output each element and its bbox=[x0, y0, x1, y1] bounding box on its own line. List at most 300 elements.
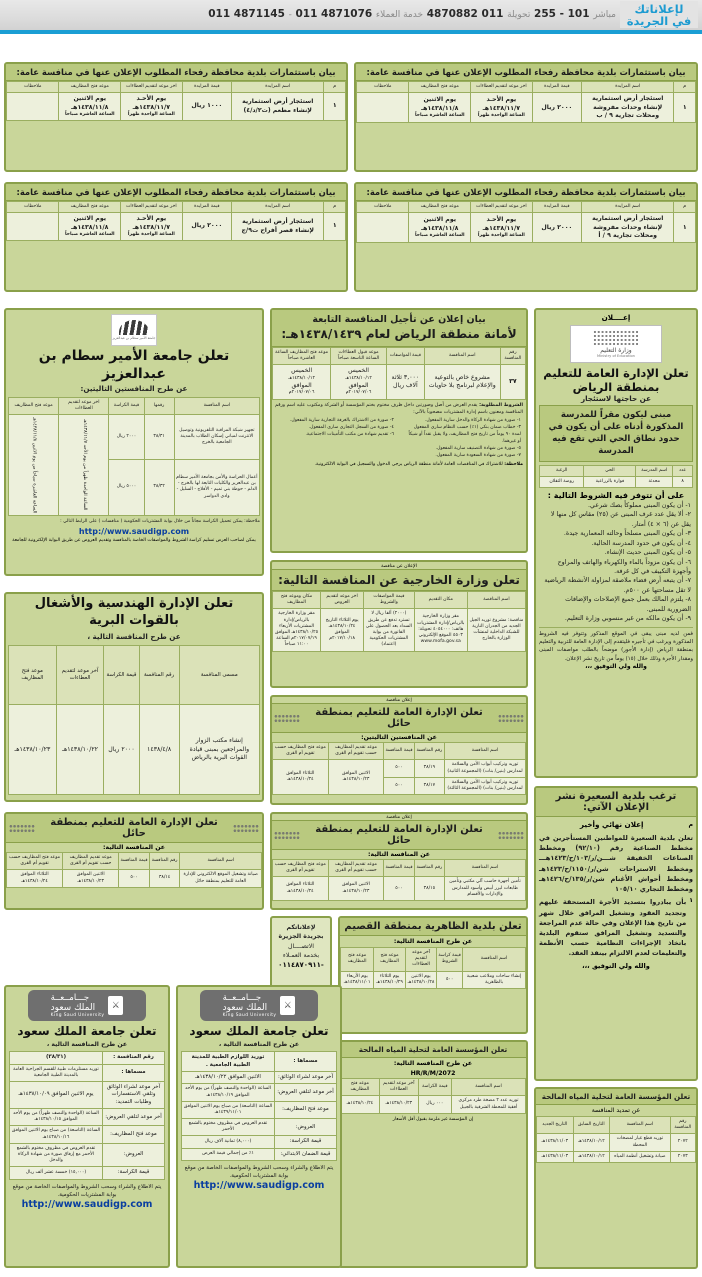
table-row bbox=[273, 365, 526, 399]
contact-line-3: الاتصــــال bbox=[288, 942, 314, 950]
col-name: اسم المنافسة bbox=[452, 1079, 526, 1096]
contact-line-2: بجريدة الجزيرة bbox=[278, 933, 324, 941]
field-value: ١٪ من إجمالي قيمة العرض bbox=[182, 1148, 275, 1160]
cell-c3: يوم الأربعاء ١٤٣٨/١١/٠١هـ bbox=[341, 971, 374, 988]
opening-time: الساعة العاشرة صباحاً bbox=[414, 232, 465, 238]
mofa-kicker: الإعلان عن مناقصة bbox=[381, 564, 417, 569]
deadline-time: الساعة الواحدة ظهراً bbox=[477, 112, 525, 118]
water-corporation-right-panel bbox=[534, 1087, 698, 1269]
deadline-date: ١٤٣٨/١١/٧هـ bbox=[482, 104, 521, 112]
ksu-logo-ar2: الملك سعود bbox=[50, 1003, 96, 1013]
ksu-logo-ar1: جـــامــعــة bbox=[50, 993, 90, 1003]
amana-remark-text: للاشتراك في المناقصات العامة لأمانة منطقة الرياض يرجى الدخول والتسجيل في البوابة الالكترونية. bbox=[314, 461, 503, 467]
col-no: م bbox=[324, 82, 346, 93]
hail2-subtitle: عن المنافسة التالية: bbox=[367, 851, 430, 858]
table-row bbox=[341, 1096, 526, 1113]
cell-value: ٢٠٠٠ ريال bbox=[532, 93, 581, 123]
col-opening: موعد فتح المظاريف bbox=[9, 646, 57, 705]
table-header-row bbox=[357, 82, 696, 93]
col-submit: موعد تقديم المظاريف حسب تقويم أم القرى bbox=[328, 860, 384, 877]
phone-fax-label: تحويلة bbox=[507, 10, 531, 20]
cell-open bbox=[7, 870, 63, 887]
col-deadline: اخر موعد لتقديم العطاءات bbox=[59, 397, 109, 414]
col-accept: موعد قبول العطاءات الساعة التاسعة صباحاً bbox=[331, 348, 387, 365]
cell-opening: ١٤٣٨/١٠/٢٤هـ bbox=[341, 1096, 380, 1113]
moe-closing: فمن لديه مبنى يبقى في الموقع المذكور وتتوفر فيه الشروط المذكورة ويرغب في تأجيره فليتقدم إلى الإدارة العامة للتربية والتعليم بمنطقة الرياض (إدارة الأجور) موضحاً بالطلب مواصفات المبنى ومقدار الأجرة وذلك خلال (١٥) يوماً من تاريخ نشر الإعلان. bbox=[539, 627, 693, 664]
col-no: رقم المنافسة bbox=[500, 348, 525, 365]
ksu-logo-ar2: الملك سعود bbox=[222, 1003, 268, 1013]
amana-title-1: بيان إعلان عن تأجيل المنافسة التابعة bbox=[312, 314, 486, 325]
cell-deadline bbox=[121, 213, 183, 241]
cell-name: توريد وتركيب أبواب الأمن والسلامة لمدارس (بنين/ بنات) (المجموعة الثالثة) bbox=[445, 777, 526, 794]
amana-conditions-intro bbox=[275, 403, 523, 417]
field-value: يوم الاثنين الموافق ١٤٣٨/١٠/٠٩هـ bbox=[10, 1082, 103, 1109]
amana-title-2: لأمانة منطقة الرياض لعام ١٤٣٨/١٤٣٩هـ: bbox=[281, 327, 517, 342]
cell-name: أعمال الحراسة والأمن بجامعة الأمير سطام بن عبدالعزيز والكليات التابعة لها بالخرج - الدلم - حوطة بني تميم - الأفلاج - السليل - وادي الدواسر bbox=[174, 459, 259, 515]
cell-price: ٠٠٠ ريال bbox=[418, 1096, 451, 1113]
condition-item: ١- أن يكون المبنى مملوكاً بصك شرعي. bbox=[587, 501, 691, 509]
col-notes: ملاحظات bbox=[7, 202, 59, 213]
moe-intro: مبنى ليكون مقراً للمدرسة المذكورة أدناه على أن يكون في حدود نطاق الحي التي تقع فيه المدرسة bbox=[539, 405, 693, 461]
cell-price: ٥٠٠ bbox=[119, 870, 150, 887]
amana-conditions-text: يقدم العرض من أصل وصورتين داخل ظرف مختوم بختم المؤسسة أو الشركة ومكتوب عليه اسم ورقم المنافسة ومعنون باسم إدارة المشتريات مصحوباً بالآتي: bbox=[275, 402, 523, 415]
table-header-row bbox=[7, 853, 262, 870]
col-opening: موعد فتح المظاريف bbox=[409, 202, 471, 213]
cell-no: ٣٧ bbox=[500, 365, 525, 399]
water-mid-ref: HR/R/M/2072 bbox=[410, 1070, 456, 1077]
col-price: قيمة المواصفات والشروط bbox=[364, 592, 415, 609]
accept-day: الخميس bbox=[348, 367, 370, 375]
col-value: قيمة المزايدة bbox=[532, 202, 581, 213]
opening-date: ١٤٣٨/١١/٨هـ bbox=[71, 103, 109, 111]
condition-item: ٢- صورة من الاشتراك بالغرفة التجارية سارية المفعول. bbox=[289, 418, 394, 424]
cell-notes bbox=[357, 213, 409, 243]
field-label: قيمة الضمان الابتدائي: bbox=[275, 1148, 337, 1160]
book-fan-icon bbox=[119, 320, 149, 335]
field-value: (٣٨/٣١) bbox=[10, 1052, 103, 1064]
ksu-left-footer-note: يتم الاطلاع والشراء وسحب الشروط والمواصفات الخاصة من موقع بوابة المشتريات الحكومية. bbox=[12, 1183, 162, 1198]
saira-signoff: والله ولي التوفيق ،،، bbox=[582, 961, 650, 970]
advertise-contact-card[interactable] bbox=[270, 916, 332, 996]
col-name: اسم المنافسة bbox=[424, 348, 500, 365]
psau-table bbox=[8, 397, 260, 517]
cell-no: ١ bbox=[324, 213, 346, 241]
open-day: الثلاثاء الموافق bbox=[20, 872, 49, 878]
cell-name: صيانة وتشغيل أنظمة المياه bbox=[610, 1151, 670, 1162]
opening-time: الساعة العاشرة صباحاً bbox=[64, 111, 115, 117]
hail-education-panel-2 bbox=[270, 812, 528, 910]
phone-service-label: خدمة العملاء bbox=[375, 10, 424, 20]
cell-new: ١٤٣٨/١١/٠٣هـ bbox=[537, 1134, 574, 1151]
qassim-municipality-panel bbox=[338, 916, 528, 1034]
col-district: الحي bbox=[584, 465, 636, 476]
psau-portal-url[interactable]: http://www.saudigp.com bbox=[78, 527, 190, 537]
col-no: رقمها bbox=[144, 397, 174, 414]
col-open: موعد فتح المظاريف حسب تقويم أم القرى bbox=[273, 860, 329, 877]
psau-logo-caption: جامعة الأمير سطام بن عبدالعزيز bbox=[112, 336, 156, 340]
cell-name: إنشاء ساحات وملاعب شعبية بالظاهرية bbox=[463, 971, 526, 988]
col-name: اسم المزايدة bbox=[581, 82, 673, 93]
table-header-row bbox=[9, 397, 260, 414]
condition-item: ١- صورة من شهادة الزكاة والدخل سارية المفعول. bbox=[424, 418, 521, 424]
col-name: اسم المنافسة bbox=[463, 948, 526, 972]
condition-item: ٥- صورة من شهادة التصنيف سارية المفعول. bbox=[435, 446, 521, 452]
hail2-kicker: إعلان مناقصة bbox=[386, 815, 412, 820]
rafha-tender-panel-1 bbox=[354, 62, 698, 172]
saira-body-1: تعلن بلدية السعيرة للمواطنين المستأجرين في مخطط الصناعية رقم (٩٢/١٠) ومخطط الصناعات الخفيفة شـــن/ر/١٠٣/ح/١٤٢٣هـــ ومخطط الاستراحات شن/ر/١١٥٠/ح/١٤٢٣هـ ومخطط أحواش الأغنام شن/ر/١٣٥/ح/١٤٢٦هـ ومخطط التجاري ١٠٥/١٠ bbox=[539, 834, 693, 894]
accept-hijri: ١٤٣٨/١٠/١٢هـ bbox=[345, 375, 372, 381]
deadline-date: ١٤٣٨/١١/٧هـ bbox=[132, 103, 171, 111]
ksu-left-table bbox=[9, 1051, 165, 1179]
col-price: قيمة الكراسة bbox=[104, 646, 139, 705]
col-no: رقم المنافسة bbox=[139, 646, 179, 705]
opening-time: الساعة العاشرة صباحاً bbox=[64, 231, 115, 237]
cell-old: ١٤٣٨/١٠/١٢هـ bbox=[573, 1151, 610, 1162]
field-value: (١٥,٠٠٠) خمسة عشر ألف ريال bbox=[10, 1167, 103, 1179]
moe-conditions-list bbox=[539, 501, 693, 624]
rafha-table-1 bbox=[356, 81, 696, 123]
cell-submit bbox=[328, 877, 384, 901]
cell-price: ٥٠٠ bbox=[437, 971, 463, 988]
col-price: قيمة المنافسة bbox=[384, 743, 414, 760]
hail1-header bbox=[272, 703, 526, 733]
rafha-table-2 bbox=[6, 81, 346, 121]
cell-open bbox=[273, 365, 331, 399]
col-note: الرغبة bbox=[540, 465, 584, 476]
water-mid-subtitle: عن طرح المنافسة التالية: bbox=[393, 1060, 473, 1067]
table-row bbox=[10, 1126, 165, 1143]
opening-day: يوم الاثنين bbox=[423, 96, 457, 104]
moe-title-line-1: تعلن الإدارة العامة للتعليم bbox=[543, 366, 689, 380]
col-notes: ملاحظات bbox=[7, 82, 59, 93]
col-opening: مكان وموعد فتح المظاريف bbox=[273, 592, 321, 609]
hail3-subtitle: عن المنافسة التالية: bbox=[102, 844, 165, 851]
moe-logo-right-icon bbox=[274, 828, 301, 843]
field-label: مسماها : bbox=[103, 1064, 165, 1081]
cell-opening: مقر وزارة الخارجية بالرياض/إدارة المشتريات الأربعاء ١٤٣٨/١٠/٢٥هـ الموافق ٢٠١٧/٠٧/١٩م الساعة ١١:٠٠ صباحاً bbox=[273, 609, 321, 651]
col-deadline: اخر موعد لتقديم العطاءات bbox=[471, 82, 533, 93]
field-label: قيمة الكراسة: bbox=[275, 1136, 337, 1148]
col-name: اسم المزايدة bbox=[231, 82, 323, 93]
cell-open bbox=[273, 877, 329, 901]
col-price: قيمة المنافسة bbox=[384, 860, 414, 877]
table-header-row bbox=[273, 860, 526, 877]
field-label: موعد فتح المظاريف: bbox=[275, 1101, 337, 1118]
col-opening: موعد فتح المظاريف bbox=[9, 397, 59, 414]
cell-note: روضة الثقلان bbox=[540, 476, 584, 487]
table-row bbox=[273, 877, 526, 901]
ksu-left-url[interactable]: http://www.saudigp.com bbox=[21, 1198, 153, 1210]
ksu-logo-left bbox=[28, 990, 146, 1021]
cell-price: ٣,٠٠٠ ثلاثة آلاف ريال bbox=[386, 365, 424, 399]
phone-fax: 101 - 255 bbox=[534, 8, 590, 20]
table-header-row bbox=[341, 1079, 526, 1096]
table-row bbox=[357, 93, 696, 123]
rafha-tender-panel-3 bbox=[354, 182, 698, 292]
amana-remark bbox=[275, 462, 523, 467]
cell-deadline: الساعة الواحدة ظهراً من يوم الأحد ١٤٣٨/١١/٧هـ bbox=[59, 415, 109, 516]
table-row bbox=[7, 870, 262, 887]
col-price: قيمة الكراسة bbox=[418, 1079, 451, 1096]
field-value: توريد اللوازم الطبية للمدينة الطبية الجامعية . bbox=[182, 1052, 275, 1072]
cell-count: ٨ bbox=[673, 476, 693, 487]
condition-item: ٨- يلتزم المالك بعمل جميع الإصلاحات والإضافات الضرورية للمبنى. bbox=[565, 596, 691, 613]
col-name: اسم المنافسة bbox=[445, 860, 526, 877]
psau-logo bbox=[111, 314, 157, 346]
engineering-subtitle: عن طرح المنافسة التالية ، bbox=[87, 631, 181, 641]
col-no: رقم المنافسة bbox=[414, 743, 444, 760]
phone-separator: - bbox=[288, 10, 292, 20]
cell-value: ٢٠٠٠ ريال bbox=[182, 213, 231, 241]
cell-price: ٥٠٠٠ ريال bbox=[109, 459, 144, 515]
open-date: ١٤٣٨/١٠/٢٤هـ bbox=[21, 878, 48, 884]
cell-no: ٢٠٧٢ bbox=[670, 1134, 695, 1151]
table-row bbox=[357, 213, 696, 243]
col-notes: ملاحظات bbox=[357, 202, 409, 213]
rafha-panel-3-title: بيان باستثمارات بلدية محافظة رفحاء المطلوب الإعلان عنها في منافسة عامة: bbox=[356, 184, 696, 201]
cell-value: ١٠٠٠ ريال bbox=[182, 93, 231, 121]
mofa-title: تعلن وزارة الخارجية عن المنافسة التالية: bbox=[272, 569, 526, 591]
cell-price: (٢٠٠٠) ألفا ريال لا تسترد تدفع عن طريق السداد بعد الحصول على الفاتورة من بوابة المشتريات الحكومية (اعتماد) bbox=[364, 609, 415, 651]
submit-day: الاثنين الموافق bbox=[342, 771, 370, 777]
water-right-subtitle: عن تمديد المنافسة bbox=[591, 1107, 641, 1114]
contact-line-1: لإعلاناتكم bbox=[286, 924, 316, 931]
moe-logo-right-icon bbox=[8, 821, 35, 836]
hail3-header bbox=[6, 814, 262, 843]
open-day: الثلاثاء الموافق bbox=[286, 771, 315, 777]
col-no: رقم المنافسة bbox=[149, 853, 180, 870]
saira-body-2: بأن يبادروا بتسديد الأجرة المستحقة عليهم وتجديد العقود وتشغيل المرافق خلال شهر من تاريخ هذا الإعلان وفي حالة عدم المراجعة والتسديد وتشغيل المرافق ستقوم البلدية باتخاذ الإجراءات النظامية حسب الأنظمة والتعليمات لعدم الالتزام بينفذ العقد. bbox=[539, 898, 687, 958]
cell-opening bbox=[59, 93, 121, 121]
contact-line-4: بخدمة العمـلاء bbox=[282, 951, 320, 959]
mofa-panel bbox=[270, 560, 528, 688]
water-right-table bbox=[536, 1116, 696, 1163]
ads-brand-logo bbox=[620, 1, 698, 28]
table-header-row bbox=[357, 202, 696, 213]
open-hijri: ١٤٣٨/١٠/١٢هـ bbox=[288, 375, 315, 381]
accept-greg: ٢٠١٧/٠٧/٠٦م bbox=[345, 390, 372, 396]
open-day: الثلاثاء الموافق bbox=[286, 882, 315, 888]
hail1-kicker: إعلان مناقصة bbox=[386, 698, 412, 703]
banner-phone-numbers bbox=[208, 8, 616, 20]
deadline-day: يوم الأحـد bbox=[486, 216, 517, 224]
cell-no: ٣٨/١٧ bbox=[414, 777, 444, 794]
brand-line-2: في الجريدة bbox=[626, 14, 692, 29]
hail-education-panel-3 bbox=[4, 812, 264, 910]
field-label: آخر موعد لشراء الوثائق وتلقي الاستفسارات وطلبات التمديد: bbox=[103, 1082, 165, 1109]
col-open: موعد فتح المظاريف الساعة العاشرة صباحاً bbox=[273, 348, 331, 365]
brand-line-1: لإعلاناتك bbox=[634, 2, 684, 16]
col-open-1: موعد فتح المظاريف bbox=[374, 948, 405, 972]
mofa-table bbox=[272, 591, 526, 652]
table-row bbox=[7, 213, 346, 241]
open-corr: الموافق bbox=[291, 382, 312, 390]
ksu-logo-en: King Saud University bbox=[222, 1013, 277, 1018]
cell-no: ١ bbox=[324, 93, 346, 121]
engineering-title: تعلن الإدارة الهندسية والأشغال بالقوات البرية bbox=[34, 596, 234, 628]
ksu-panel-right bbox=[176, 985, 342, 1268]
field-value: الساعة (الواحدة والنصف ظهراً) من يوم الأحد الموافق ١٤٣٨/١٠/١٥هـ bbox=[10, 1109, 103, 1126]
col-submit: موعد تقديم المظاريف حسب تقويم أم القرى bbox=[63, 853, 119, 870]
table-row bbox=[9, 705, 260, 795]
condition-item: ٤- صورة من السجل التجاري ساري المفعول. bbox=[308, 425, 394, 431]
col-no: م bbox=[674, 202, 696, 213]
table-header-row bbox=[540, 465, 693, 476]
col-opening: موعد فتح المظاريف bbox=[59, 202, 121, 213]
riyadh-amana-panel bbox=[270, 308, 528, 553]
col-name: اسم المنافسة bbox=[445, 743, 526, 760]
hail1-subtitle: عن المنافستين التاليتين: bbox=[361, 734, 437, 741]
col-name: اسم المنافسة bbox=[610, 1117, 670, 1134]
hail-education-panel-1 bbox=[270, 695, 528, 805]
ksu-right-table bbox=[181, 1051, 337, 1161]
cell-name: توريد قطع غيار لمضخات المحطة bbox=[610, 1134, 670, 1151]
col-value: قيمة المزايدة bbox=[182, 202, 231, 213]
cell-name: توريد عدد ٢ مضخة طرد مركزي أفقية للمحطة الشرقية بالجبيل bbox=[452, 1096, 526, 1113]
field-value: تقدم العروض في مظروف مختوم بالشمع الأحمر bbox=[182, 1119, 275, 1136]
ksu-shield-icon: ⚔ bbox=[108, 996, 123, 1015]
cell-new: ١٤٣٨/١١/٠٣هـ bbox=[537, 1151, 574, 1162]
hail1-title: تعلن الإدارة العامة للتعليم بمنطقة حائل bbox=[315, 707, 483, 729]
col-school: اسم المدرسة bbox=[636, 465, 673, 476]
table-row bbox=[182, 1052, 337, 1072]
psau-title: تعلن جامعة الأمير سطام بن عبدالعزيز bbox=[38, 348, 230, 382]
cell-name: استئجار أرض استثمارية لإنشاء مطعم (ت٢/د/٤) bbox=[231, 93, 323, 121]
phone-direct-2: 011 4871145 bbox=[208, 8, 285, 20]
water-mid-table bbox=[340, 1078, 526, 1114]
field-value: الساعة (التاسعة) من صباح يوم الاثنين الموافق ١٤٣٩/١١/٠١هـ bbox=[182, 1101, 275, 1118]
qassim-table bbox=[340, 947, 526, 989]
table-row bbox=[540, 476, 693, 487]
rafha-table-4 bbox=[6, 201, 346, 241]
rafha-panel-1-title: بيان باستثمارات بلدية محافظة رفحاء المطلوب الإعلان عنها في منافسة عامة: bbox=[356, 64, 696, 81]
saira-item-number: ١ bbox=[689, 897, 693, 905]
amana-title-block bbox=[272, 310, 526, 347]
table-row bbox=[10, 1167, 165, 1179]
moe-title-line-2: بمنطقة الرياض bbox=[572, 380, 660, 395]
moe-logo-left-icon bbox=[497, 710, 524, 727]
table-row bbox=[7, 93, 346, 121]
col-deadline: اخر موعد لتقديم العطاءات bbox=[471, 202, 533, 213]
cell-name: استئجار أرض استثمارية لإنشاء وحدات مفروشة ومحلات تجارية ٩ / أ bbox=[581, 213, 673, 243]
col-open-2: موعد فتح المظاريف bbox=[341, 948, 374, 972]
cell-price: ٢٠٠٠ ريال bbox=[104, 705, 139, 795]
cell-district: فوارة بالزراعية bbox=[584, 476, 636, 487]
ksu-right-url[interactable]: http://www.saudigp.com bbox=[193, 1180, 325, 1192]
cell-submit bbox=[328, 760, 384, 795]
condition-item: ٧- أن يتبعه أرض فضاء ملاصقة لمزاولة الأنشطة الرياضية لا تقل مساحتها عن ٥٠٠م. bbox=[544, 577, 691, 594]
ksu-panel-left bbox=[4, 985, 170, 1268]
moe-subtitle: عن حاجتها لاستئجار bbox=[580, 393, 652, 403]
col-name: اسم المناقصة bbox=[467, 592, 525, 609]
cell-name: استئجار أرض استثمارية لإنشاء قصر أفراح ت٩/ج bbox=[231, 213, 323, 241]
phone-service: 011 4870882 bbox=[426, 8, 504, 20]
moe-dots-icon bbox=[593, 330, 639, 346]
cell-deadline bbox=[121, 93, 183, 121]
saira-municipality-panel bbox=[534, 786, 698, 1081]
hail1-table bbox=[272, 742, 526, 795]
condition-item: ٤- أن يكون في حدود المدرسة الحالية. bbox=[591, 539, 691, 547]
cell-notes bbox=[357, 93, 409, 123]
moe-logo-en: Ministry of Education bbox=[597, 354, 635, 358]
condition-item: ٦- أن يكون مزوداً بالماء والكهرباء والهاتف والمراوح وأجهزة التكييف في كل غرفة. bbox=[557, 558, 691, 575]
open-date: ١٤٣٨/١٠/٢٤هـ bbox=[287, 888, 314, 894]
col-opening: موعد فتح المظاريف bbox=[59, 82, 121, 93]
saira-col-marker: م bbox=[688, 821, 693, 828]
hail2-table bbox=[272, 859, 526, 901]
cell-price: ٥٠٠ bbox=[384, 877, 414, 901]
opening-date: ١٤٣٨/١١/٨هـ bbox=[71, 223, 109, 231]
field-value: الساعة (التاسعة) من صباح يوم الاثنين الموافق ١٤٣٨/١٠/١٦هـ bbox=[10, 1126, 103, 1143]
cell-deadline bbox=[471, 213, 533, 243]
field-label: موعد فتح المظاريف: bbox=[103, 1126, 165, 1143]
land-forces-engineering-panel bbox=[4, 592, 264, 802]
table-header-row bbox=[7, 202, 346, 213]
col-name: اسم المنافسة bbox=[180, 853, 262, 870]
deadline-day: يوم الأحـد bbox=[136, 215, 167, 223]
ksu-shield-icon: ⚔ bbox=[280, 996, 295, 1015]
open-greg: ٢٠١٧/٠٧/٠٦م bbox=[288, 390, 315, 396]
field-value: الساعة (الواحدة والنصف ظهراً) من يوم الأحد الموافق ١٤٣٨/١٠/١٩هـ bbox=[182, 1084, 275, 1101]
col-deadline: آخر موعد لتقديم العطاءات bbox=[379, 1079, 418, 1096]
cell-price: ٥٠٠ bbox=[384, 777, 414, 794]
deadline-day: يوم الأحـد bbox=[136, 95, 167, 103]
field-value: الاثنين الموافق ١٤٣٨/١٠/٢٢هـ bbox=[182, 1072, 275, 1084]
water-mid-title: تعلن المؤسسة العامة لتحلية المياه المالحة bbox=[340, 1042, 526, 1058]
cell-opening bbox=[409, 93, 471, 123]
contact-telephone[interactable]: ٠١١٤٨٧٠٩١١- bbox=[278, 961, 324, 970]
cell-no: ١ bbox=[674, 213, 696, 243]
table-row bbox=[341, 971, 526, 988]
hail2-title: تعلن الإدارة العامة للتعليم بمنطقة حائل bbox=[315, 824, 483, 846]
table-header-row bbox=[273, 348, 526, 365]
table-row bbox=[273, 609, 526, 651]
condition-item: ٧- صورة من شهادة السعودة سارية المفعول. bbox=[435, 452, 521, 458]
moe-logo-ar: وزارة التعليم bbox=[600, 347, 632, 354]
cell-c2: يوم الثلاثاء ١٤٣٨/١٠/٢٩هـ bbox=[374, 971, 405, 988]
cell-name: توريد وتركيب أبواب الأمن والسلامة لمدارس (بنين/ بنات) (المجموعة الثانية) bbox=[445, 760, 526, 777]
col-deadline: اخر موعد لتقديم العطاءات bbox=[121, 82, 183, 93]
col-place: مكان التقديم bbox=[414, 592, 467, 609]
field-label: مسماها : bbox=[275, 1052, 337, 1072]
cell-no: ١ bbox=[674, 93, 696, 123]
condition-item: ٢- ألا يقل عدد غرف المبنى عن (٢٥) مقاس كل منها لا يقل عن (٦ × ٤) أمتار. bbox=[550, 511, 691, 528]
col-price: قيمة المنافسة bbox=[119, 853, 150, 870]
col-no: م bbox=[674, 82, 696, 93]
rafha-table-3 bbox=[356, 201, 696, 243]
open-date: ١٤٣٨/١٠/٢٤هـ bbox=[287, 777, 314, 783]
col-open: موعد فتح المظاريف حسب تقويم أم القرى bbox=[7, 853, 63, 870]
deadline-time: الساعة الواحدة ظهراً bbox=[127, 231, 175, 237]
table-row bbox=[9, 415, 260, 460]
cell-price: ٢٠٠٠ ريال bbox=[109, 415, 144, 460]
col-count: عدد bbox=[673, 465, 693, 476]
psau-note: ملاحظة: يمكن تحميل الكراسة مجاناً من خلال بوابة المشتريات الحكومية ( منافسات ) على الرابط التالي : bbox=[60, 519, 260, 525]
engineering-table bbox=[8, 645, 260, 795]
cell-name: إنشاء مكتب الزوار والمراجعين بمبنى قيادة القوات البرية بالرياض bbox=[179, 705, 259, 795]
ksu-right-title: تعلن جامعة الملك سعود bbox=[189, 1024, 329, 1038]
moe-riyadh-panel bbox=[534, 308, 698, 778]
deadline-time: الساعة الواحدة ظهراً bbox=[477, 232, 525, 238]
submit-date: ١٤٣٨/١٠/٢٣هـ bbox=[342, 888, 370, 894]
cell-name: تجهيز شبكة المراقبة التلفزيونية وتوصيل الانترنت لمباني إسكان الطلاب بالمدينة الجامعية بالخرج bbox=[174, 415, 259, 460]
cell-c1: يوم الاثنين ١٤٣٨/١٠/٢٨هـ bbox=[405, 971, 436, 988]
cell-place: مقر وزارة الخارجية بالرياض/إدارة المشتريات هاتف: ٤٠٥٤٠٠٠ تحويلة: ٥٥٠٣ الموقع الإلكتروني www.mofa.gov.sa bbox=[414, 609, 467, 651]
cell-no: ٣٨/٣٢ bbox=[144, 459, 174, 515]
ksu-logo-en: King Saud University bbox=[50, 1013, 105, 1018]
col-deadline: آخر موعد لتقديم العطاءات bbox=[56, 646, 104, 705]
deadline-day: يوم الأحـد bbox=[486, 96, 517, 104]
